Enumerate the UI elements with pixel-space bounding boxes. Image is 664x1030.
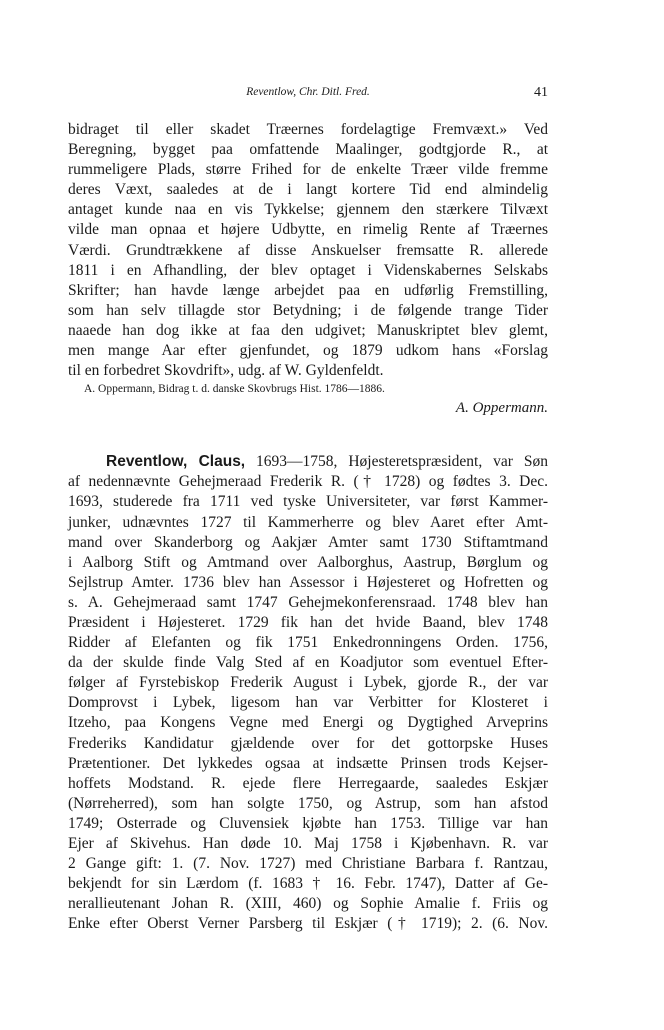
article-body-lines (68, 472, 548, 934)
article-first-line (68, 452, 548, 472)
text-line: Frederiks Kandidatur gjældende over for det gottorpske Huses (68, 734, 548, 752)
text-line: Ejer af Skivehus. Han døde 10. Maj 1758 i Kjøbenhavn. R. var (68, 835, 548, 852)
text-line: Enke efter Oberst Verner Parsberg til Eskjær († 1719); 2. (6. Nov. (68, 915, 548, 933)
text-line: som han selv tillagde stor Betydning; i de følgende trange Tider (68, 301, 548, 319)
text-line: Ridder af Elefanten og fik 1751 Enkedronningens Orden. 1756, (68, 634, 548, 652)
text-line: rummeligere Plads, større Frihed for de enkelte Træer vilde fremme (68, 161, 548, 179)
text-line: bidraget til eller skadet Træernes fordelagtige Fremvæxt.» Ved (68, 121, 548, 138)
text-line: junker, udnævntes 1727 til Kammerherre og blev Aaret efter Amt- (68, 513, 548, 531)
text-line: antaget kunde naa en vis Tykkelse; gjennem den stærkere Tilvæxt (68, 201, 548, 219)
text-line: s. A. Gehejmeraad samt 1747 Gehejmekonferensraad. 1748 blev han (68, 593, 548, 611)
text-line: Prætentioner. Det lykkedes ogsaa at indsætte Prinsen trods Kejser- (68, 754, 548, 772)
text-line: Værdi. Grundtrækkene af disse Anskuelser fremsatte R. allerede (68, 241, 548, 259)
text-line: til en forbedret Skovdrift», udg. af W. Gyldenfeldt. (68, 362, 384, 380)
text-line: Præsident i Højesteret. 1729 fik han det hvide Baand, blev 1748 (68, 613, 548, 631)
article-reventlow-chr-ditl-fred-continuation (68, 120, 548, 381)
text-line: bekjendt for sin Lærdom (f. 1683 † 16. Febr. 1747), Datter af Ge- (68, 875, 548, 893)
text-line: naaede han dog ikke at faa den udgivet; Manuskriptet blev glemt, (68, 321, 548, 339)
text-line: deres Væxt, saaledes at de i langt kortere Tid end almindelig (68, 181, 548, 199)
text-line: 1811 i en Afhandling, der blev optaget i Videnskabernes Selskabs (68, 261, 548, 279)
article-first-line-text: 1693—1758, Højesteretspræsident, var Søn (245, 453, 548, 471)
text-line: af nedennævnte Gehejmeraad Frederik R. († 1728) og fødtes 3. Dec. (68, 473, 548, 491)
text-line: Skrifter; han havde længe arbejdet paa en udførlig Fremstilling, (68, 281, 548, 299)
bibliography-reference: A. Oppermann, Bidrag t. d. danske Skovbrugs Hist. 1786—1886. (84, 383, 385, 396)
text-line: nerallieutenant Johan R. (XIII, 460) og Sophie Amalie f. Friis og (68, 895, 548, 913)
text-line: Sejlstrup Amter. 1736 blev han Assessor i Højesteret og Hofretten og (68, 573, 548, 591)
text-line: 2 Gange gift: 1. (7. Nov. 1727) med Christiane Barbara f. Rantzau, (68, 855, 548, 873)
text-line: da der skulde finde Valg Sted af en Koadjutor som eventuel Efter- (68, 654, 548, 672)
text-line: 1749; Osterrade og Cluvensiek kjøbte han 1753. Tillige var han (68, 814, 548, 832)
page-header (68, 82, 548, 106)
text-line: Domprovst i Lybek, ligesom han var Verbitter for Klosteret i (68, 694, 548, 712)
text-line: vilde man opnaa et højere Udbytte, en rimelig Rente af Træernes (68, 221, 548, 239)
running-title: Reventlow, Chr. Ditl. Fred. (246, 86, 370, 98)
text-line: 1693, studerede fra 1711 ved tyske Universiteter, var først Kammer- (68, 493, 548, 511)
author-signature: A. Oppermann. (455, 400, 548, 417)
text-line: hoffets Modstand. R. ejede flere Herregaarde, saaledes Eskjær (68, 774, 548, 792)
text-line: Beregning, bygget paa omfattende Maalinger, godtgjorde R., at (68, 141, 548, 159)
text-line: (Nørreherred), som han solgte 1750, og Astrup, som han afstod (68, 794, 548, 812)
text-line: men mange Aar efter gjenfundet, og 1879 udkom hans «Forslag (68, 342, 548, 360)
text-line: Itzeho, paa Kongens Vegne med Energi og Dygtighed Arveprins (68, 714, 548, 732)
article-reventlow-claus (68, 452, 548, 934)
text-line: i Aalborg Stift og Amtmand over Aalborghus, Aastrup, Børglum og (68, 553, 548, 571)
article-headword: Reventlow, Claus, (106, 453, 246, 471)
text-line: følger af Fyrstebiskop Frederik August i Lybek, gjorde R., der var (68, 674, 548, 692)
page-body (68, 120, 548, 934)
article-separator (68, 419, 548, 452)
page-number: 41 (534, 85, 548, 100)
text-line: mand over Skanderborg og Aakjær Amter samt 1730 Stiftamtmand (68, 533, 548, 551)
